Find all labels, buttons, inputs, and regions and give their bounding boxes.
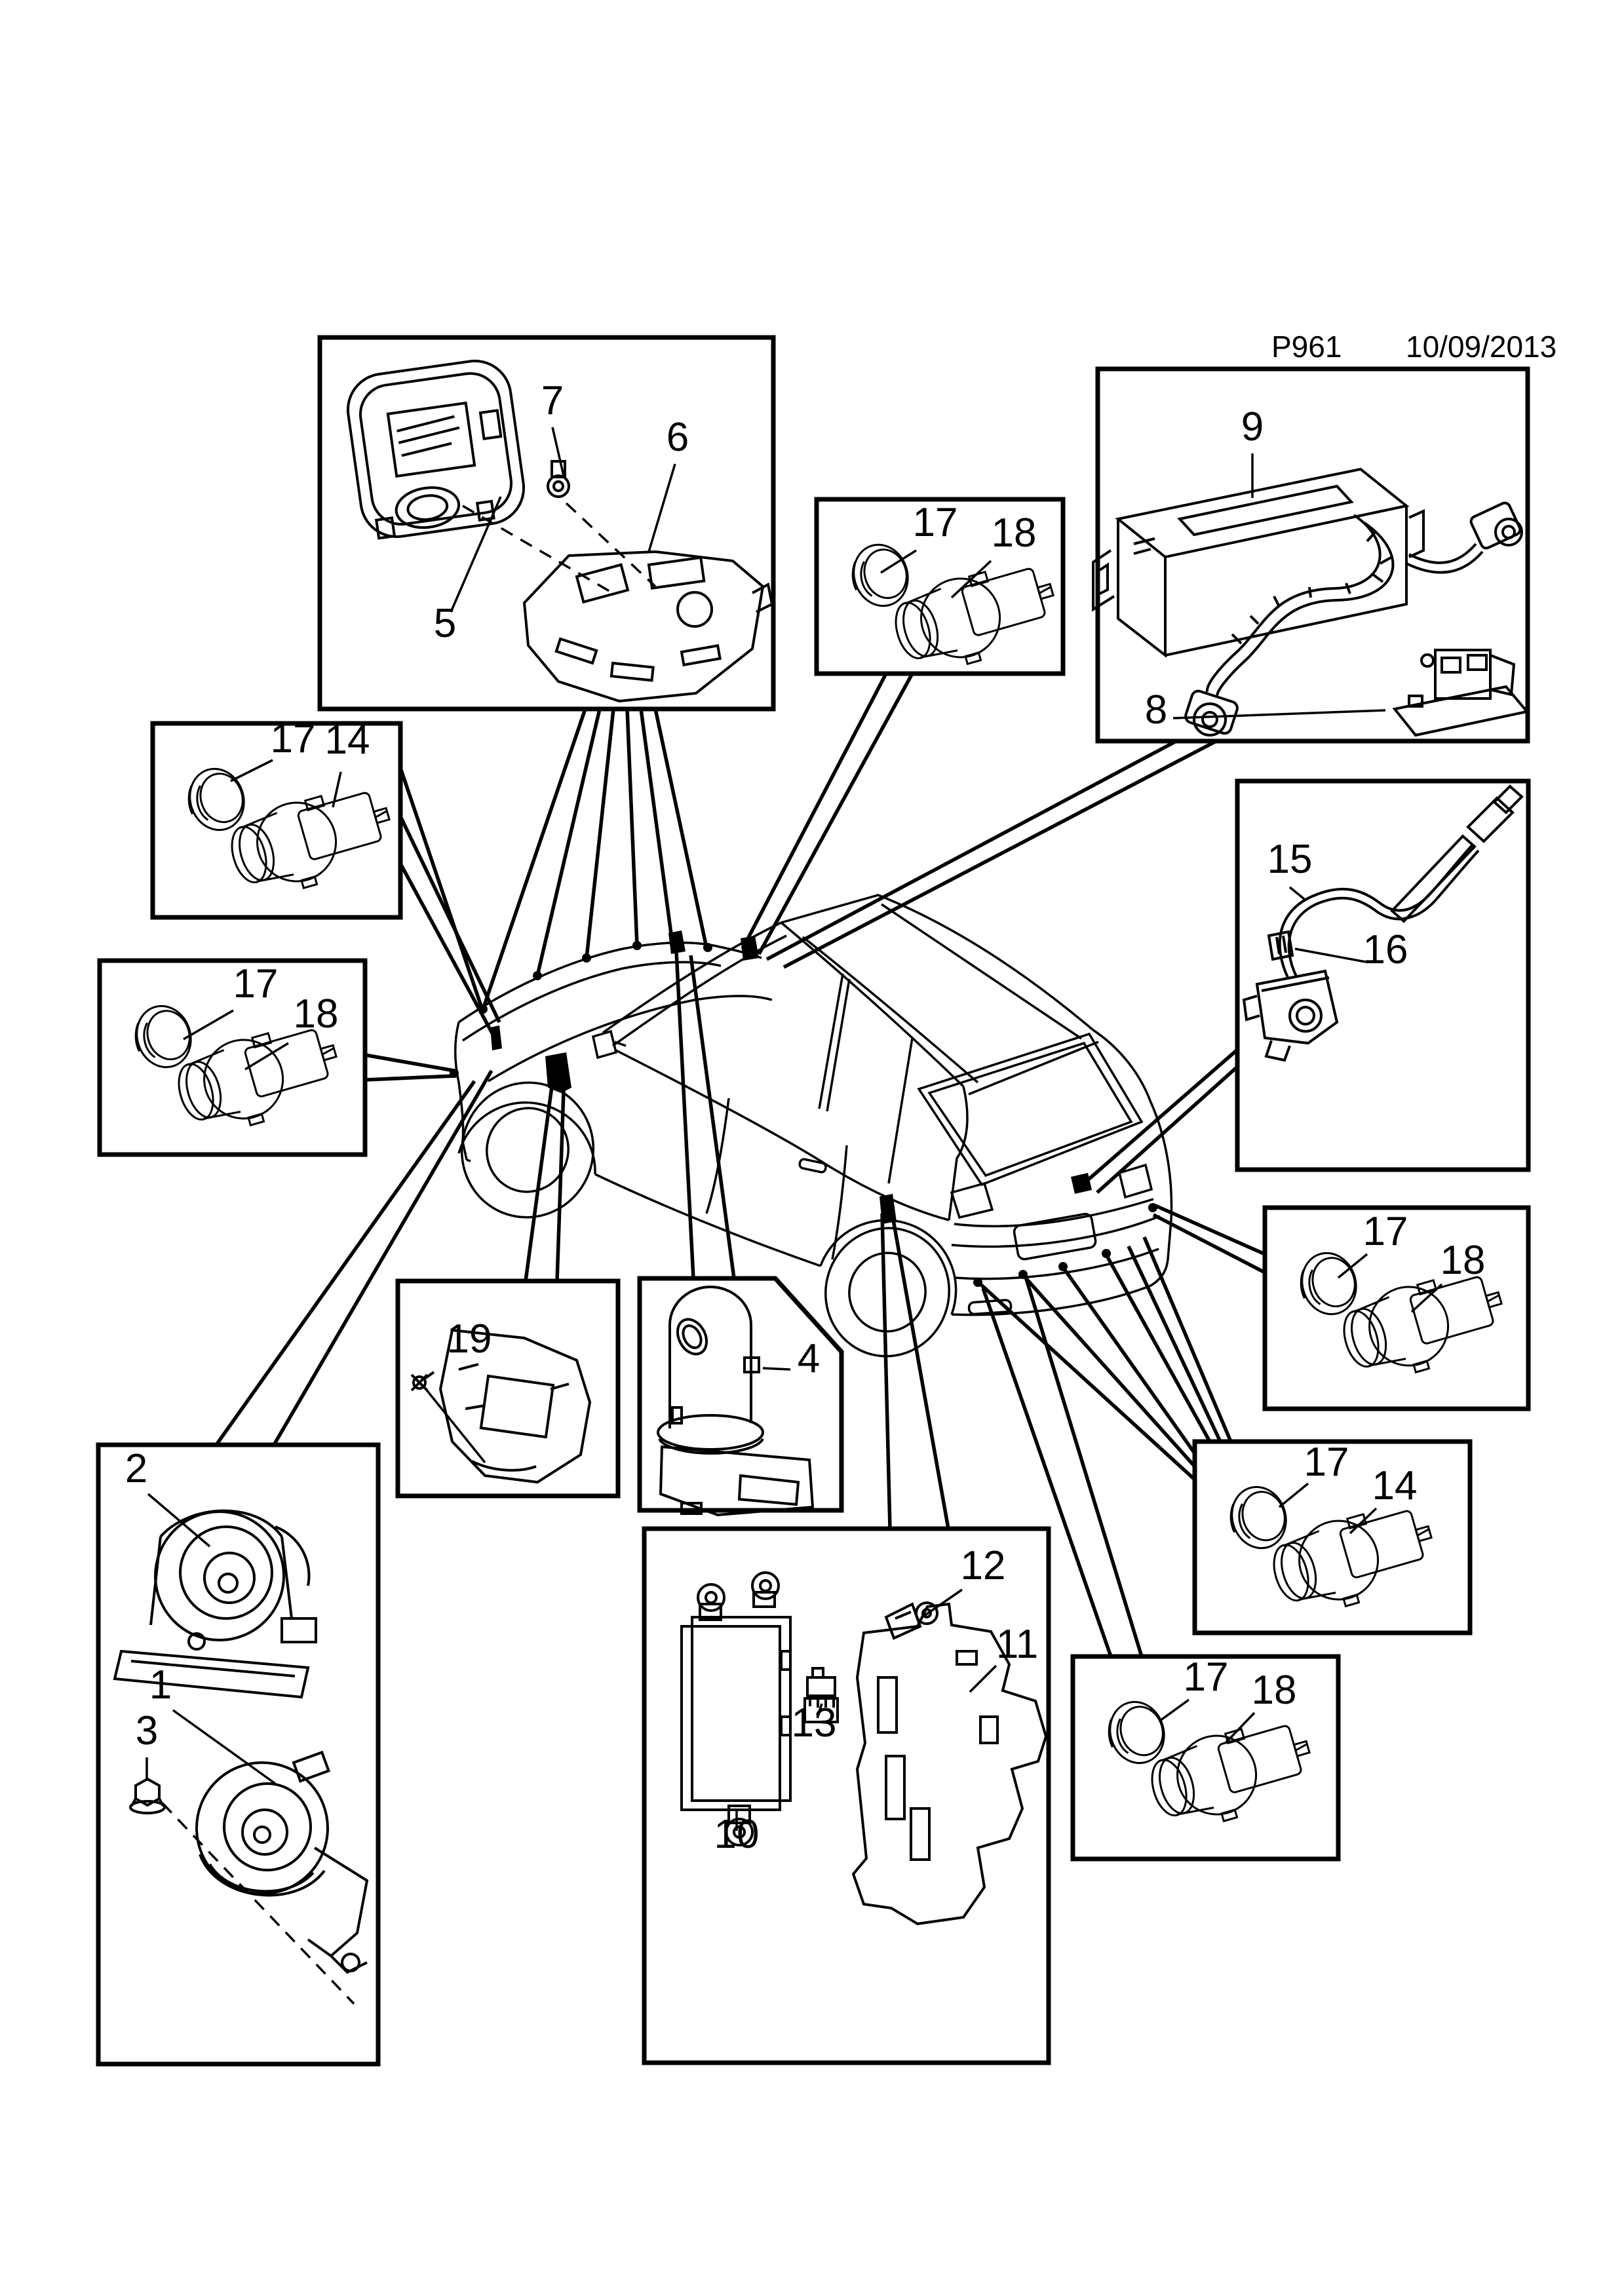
- part-number-label-10: 10: [714, 1812, 760, 1857]
- part-number-label-17: 17: [270, 716, 316, 761]
- car-rocker: [467, 1160, 1171, 1315]
- attachment-dot: [1148, 1203, 1157, 1212]
- callout-box-E: [100, 961, 365, 1155]
- part-number-label-4: 4: [797, 1336, 821, 1381]
- part-number-label-8: 8: [1144, 687, 1168, 733]
- leader-line-A: [655, 709, 706, 947]
- leader-line-A: [641, 709, 672, 944]
- leader-line-H: [979, 1283, 1195, 1480]
- nut-icon: [130, 1779, 164, 1813]
- doc-date: 10/09/2013: [1406, 330, 1557, 364]
- attachment-dot: [533, 971, 542, 980]
- car-rear-arch: [821, 1220, 956, 1314]
- part-label-line-K: [423, 1385, 485, 1463]
- side-bracket-icon: [545, 1052, 571, 1093]
- car-illustration: [444, 895, 1171, 1369]
- attachment-dot: [1102, 1249, 1111, 1258]
- leader-line-K: [526, 1086, 552, 1281]
- leader-line-C: [767, 741, 1176, 959]
- attachment-dot: [582, 953, 591, 963]
- car-beltline: [615, 1050, 949, 1220]
- leader-line-K: [557, 1090, 564, 1281]
- rear-spoiler: [969, 1042, 1098, 1094]
- attachment-dot: [973, 1278, 982, 1287]
- assembly-dash-line-A: [463, 506, 616, 595]
- part-number-label-17: 17: [1363, 1209, 1408, 1254]
- car-roof-ribs: [803, 904, 1081, 1082]
- grommet-icon: [548, 476, 569, 497]
- leader-line-E: [365, 1055, 454, 1071]
- tailgate-switch-icon: [1071, 1173, 1092, 1194]
- leader-line-G: [1155, 1206, 1265, 1254]
- car-b-pillar: [819, 974, 849, 1111]
- part-label-line-M: [970, 1666, 996, 1692]
- clip-icon: [412, 1372, 434, 1390]
- module-bracket-illustration: [682, 1573, 1046, 1924]
- attachment-dot: [478, 1004, 488, 1014]
- car-front-arch: [459, 1103, 595, 1174]
- leader-line-H: [1129, 1246, 1220, 1442]
- part-number-label-14: 14: [1372, 1463, 1418, 1508]
- part-label-line-A: [552, 427, 564, 476]
- part-number-label-17: 17: [233, 961, 279, 1006]
- part-number-label-15: 15: [1267, 837, 1313, 882]
- part-label-line-D: [231, 760, 273, 781]
- part-number-label-11: 11: [996, 1622, 1039, 1667]
- leader-line-J: [216, 1081, 474, 1445]
- attachment-dot: [632, 941, 642, 950]
- car-cowl: [488, 996, 772, 1081]
- switch-8: [1395, 650, 1527, 735]
- part-label-line-I: [1160, 1700, 1189, 1721]
- part-number-label-18: 18: [991, 510, 1037, 556]
- part-label-line-E: [184, 1010, 233, 1039]
- door-handle: [799, 1158, 826, 1173]
- leader-line-H: [1144, 1237, 1231, 1442]
- part-number-label-18: 18: [293, 991, 339, 1037]
- camera-illustration: [1244, 786, 1522, 1060]
- leader-line-M: [882, 1214, 890, 1529]
- part-number-label-6: 6: [666, 415, 689, 460]
- part-number-label-18: 18: [1440, 1238, 1486, 1283]
- leader-line-L: [691, 955, 734, 1278]
- cable-connector: [1468, 798, 1513, 841]
- part-number-label-7: 7: [541, 378, 564, 423]
- car-hood-edge: [459, 943, 762, 1022]
- attachment-dot: [703, 943, 712, 952]
- siren-illustration: [658, 1287, 813, 1515]
- part-number-label-1: 1: [149, 1662, 172, 1708]
- part-label-line-H: [1279, 1483, 1308, 1507]
- part-label-line-L: [763, 1368, 790, 1369]
- part-number-label-12: 12: [960, 1543, 1006, 1588]
- part-number-label-9: 9: [1241, 404, 1264, 450]
- part-label-line-D: [333, 772, 341, 807]
- part-number-label-2: 2: [125, 1446, 148, 1491]
- part-number-label-17: 17: [1183, 1655, 1229, 1700]
- part-label-line-A: [649, 464, 675, 552]
- leader-line-F: [1084, 1050, 1237, 1183]
- part-label-line-J: [173, 1710, 275, 1784]
- attachment-dot: [1018, 1270, 1028, 1279]
- part-number-label-3: 3: [135, 1708, 159, 1753]
- attachment-dot: [450, 1069, 459, 1078]
- part-number-label-13: 13: [791, 1700, 837, 1746]
- callout-boxes-layer: [98, 337, 1528, 2064]
- part-label-line-J: [148, 1494, 210, 1546]
- car-quarter: [949, 1086, 967, 1220]
- part-number-label-5: 5: [433, 601, 457, 646]
- part-number-label-17: 17: [1304, 1440, 1349, 1485]
- part-number-label-16: 16: [1363, 927, 1408, 972]
- leader-line-J: [274, 1071, 492, 1445]
- leader-line-E: [365, 1076, 454, 1080]
- leader-line-A: [627, 709, 637, 946]
- assembly-dash-line-J: [163, 1803, 354, 2004]
- taillight-left: [952, 1183, 992, 1217]
- attachment-dot: [1058, 1262, 1068, 1271]
- leader-line-M: [893, 1216, 948, 1529]
- part-number-label-18: 18: [1251, 1668, 1297, 1713]
- leader-line-C: [784, 741, 1216, 967]
- callout-box-J: [98, 1445, 378, 2064]
- car-clips: [490, 930, 1092, 1224]
- doc-code: P961: [1271, 330, 1342, 364]
- annotation-layer: [125, 378, 1486, 2004]
- part-number-label-17: 17: [912, 500, 958, 545]
- leader-line-F: [1097, 1067, 1237, 1193]
- cable-sleeve: [1392, 836, 1475, 921]
- leader-line-D: [400, 816, 499, 1022]
- screw-icon: [886, 1603, 937, 1638]
- part-number-label-14: 14: [324, 718, 370, 763]
- part-label-line-F: [1295, 949, 1366, 962]
- part-label-line-F: [1290, 887, 1304, 899]
- part-number-label-19: 19: [446, 1316, 492, 1362]
- car-c-pillar: [889, 1038, 912, 1183]
